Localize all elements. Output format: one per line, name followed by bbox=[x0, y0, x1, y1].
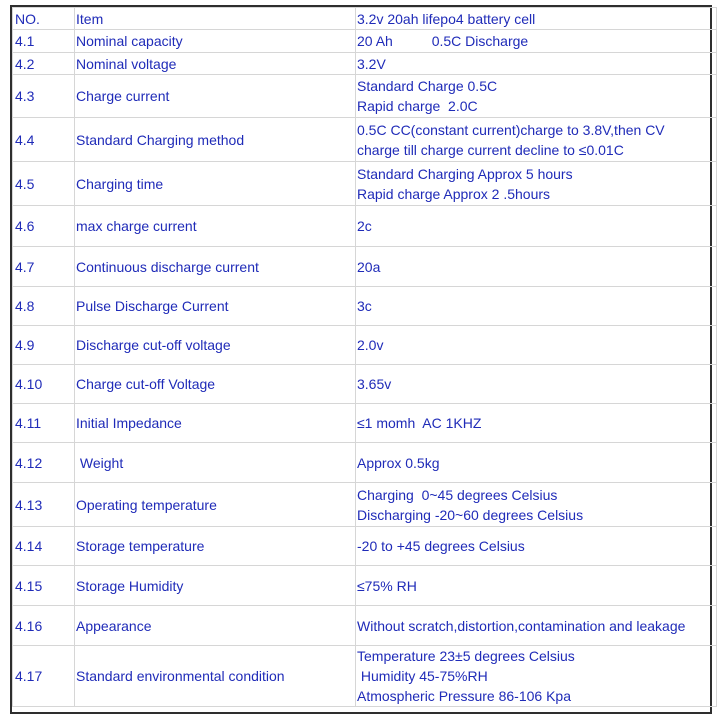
table-row bbox=[13, 326, 717, 365]
row-item: Standard environmental condition bbox=[75, 646, 356, 707]
table-row bbox=[13, 566, 717, 606]
row-number: 4.15 bbox=[13, 566, 75, 606]
table-row bbox=[13, 287, 717, 326]
value-line: Humidity 45-75%RH bbox=[357, 668, 488, 684]
row-item: Nominal capacity bbox=[75, 30, 356, 53]
row-number: 4.17 bbox=[13, 646, 75, 707]
header-no: NO. bbox=[13, 8, 75, 30]
table-row bbox=[13, 365, 717, 404]
value-line: Charging 0~45 degrees Celsius bbox=[357, 486, 558, 503]
table-row bbox=[13, 483, 717, 527]
value-line: Approx 0.5kg bbox=[357, 454, 440, 471]
table-row bbox=[13, 646, 717, 707]
row-number: 4.5 bbox=[13, 162, 75, 206]
table-row bbox=[13, 75, 717, 118]
row-value bbox=[356, 118, 717, 162]
value-line: Temperature 23±5 degrees Celsius bbox=[357, 648, 575, 664]
row-value bbox=[356, 53, 717, 75]
row-number: 4.11 bbox=[13, 404, 75, 443]
row-value bbox=[356, 566, 717, 606]
row-number: 4.16 bbox=[13, 606, 75, 646]
row-item: Operating temperature bbox=[75, 483, 356, 527]
row-value bbox=[356, 247, 717, 287]
value-line: Standard Charging Approx 5 hours bbox=[357, 165, 573, 182]
header-item: Item bbox=[75, 8, 356, 30]
row-value bbox=[356, 606, 717, 646]
row-item: Storage temperature bbox=[75, 527, 356, 566]
row-value bbox=[356, 162, 717, 206]
table-row bbox=[13, 443, 717, 483]
row-item: Nominal voltage bbox=[75, 53, 356, 75]
row-number: 4.7 bbox=[13, 247, 75, 287]
value-line: 20a bbox=[357, 258, 381, 275]
header-value: 3.2v 20ah lifepo4 battery cell bbox=[356, 8, 717, 30]
value-line: Without scratch,distortion,contamination and leakage bbox=[357, 617, 686, 634]
table-row bbox=[13, 53, 717, 75]
row-value bbox=[356, 527, 717, 566]
row-item: Initial Impedance bbox=[75, 404, 356, 443]
spec-table-body bbox=[13, 8, 717, 707]
value-line: 3.2V bbox=[357, 55, 386, 72]
row-item: max charge current bbox=[75, 206, 356, 247]
table-header-row bbox=[13, 8, 717, 30]
row-value bbox=[356, 646, 717, 707]
row-value bbox=[356, 443, 717, 483]
table-row bbox=[13, 30, 717, 53]
value-line: 0.5C CC(constant current)charge to 3.8V,then CV bbox=[357, 121, 665, 138]
row-item: Charging time bbox=[75, 162, 356, 206]
row-number: 4.13 bbox=[13, 483, 75, 527]
value-line: 2c bbox=[357, 218, 372, 234]
row-item: Pulse Discharge Current bbox=[75, 287, 356, 326]
table-row bbox=[13, 404, 717, 443]
row-value bbox=[356, 326, 717, 365]
row-number: 4.6 bbox=[13, 206, 75, 247]
table-row bbox=[13, 527, 717, 566]
row-item: Storage Humidity bbox=[75, 566, 356, 606]
spec-table-frame bbox=[10, 5, 712, 714]
table-row bbox=[13, 247, 717, 287]
row-value bbox=[356, 483, 717, 527]
value-line: Atmospheric Pressure 86-106 Kpa bbox=[357, 688, 571, 704]
row-item: Standard Charging method bbox=[75, 118, 356, 162]
row-item: Appearance bbox=[75, 606, 356, 646]
value-line: Discharging -20~60 degrees Celsius bbox=[357, 506, 584, 523]
value-line: 2.0v bbox=[357, 337, 384, 353]
row-number: 4.14 bbox=[13, 527, 75, 566]
row-value bbox=[356, 287, 717, 326]
value-line: Standard Charge 0.5C bbox=[357, 78, 498, 94]
battery-spec-table bbox=[12, 7, 717, 707]
row-item: Weight bbox=[75, 443, 356, 483]
row-number: 4.4 bbox=[13, 118, 75, 162]
table-row bbox=[13, 118, 717, 162]
value-line: -20 to +45 degrees Celsius bbox=[357, 538, 525, 554]
value-line: Rapid charge Approx 2 .5hours bbox=[357, 185, 551, 202]
row-item: Discharge cut-off voltage bbox=[75, 326, 356, 365]
value-line: 20 Ah 0.5C Discharge bbox=[357, 33, 529, 49]
row-number: 4.8 bbox=[13, 287, 75, 326]
value-line: charge till charge current decline to ≤0.01C bbox=[357, 141, 624, 158]
table-row bbox=[13, 162, 717, 206]
row-item: Continuous discharge current bbox=[75, 247, 356, 287]
row-value bbox=[356, 365, 717, 404]
row-number: 4.12 bbox=[13, 443, 75, 483]
row-value bbox=[356, 30, 717, 53]
row-number: 4.3 bbox=[13, 75, 75, 118]
value-line: Rapid charge 2.0C bbox=[357, 98, 478, 114]
row-number: 4.1 bbox=[13, 30, 75, 53]
row-number: 4.2 bbox=[13, 53, 75, 75]
row-item: Charge current bbox=[75, 75, 356, 118]
value-line: 3.65v bbox=[357, 376, 392, 392]
row-value bbox=[356, 75, 717, 118]
row-value bbox=[356, 206, 717, 247]
table-row bbox=[13, 606, 717, 646]
row-item: Charge cut-off Voltage bbox=[75, 365, 356, 404]
value-line: 3c bbox=[357, 298, 372, 314]
row-value bbox=[356, 404, 717, 443]
row-number: 4.9 bbox=[13, 326, 75, 365]
value-line: ≤1 momh AC 1KHZ bbox=[357, 415, 482, 431]
row-number: 4.10 bbox=[13, 365, 75, 404]
table-row bbox=[13, 206, 717, 247]
value-line: ≤75% RH bbox=[357, 577, 417, 594]
